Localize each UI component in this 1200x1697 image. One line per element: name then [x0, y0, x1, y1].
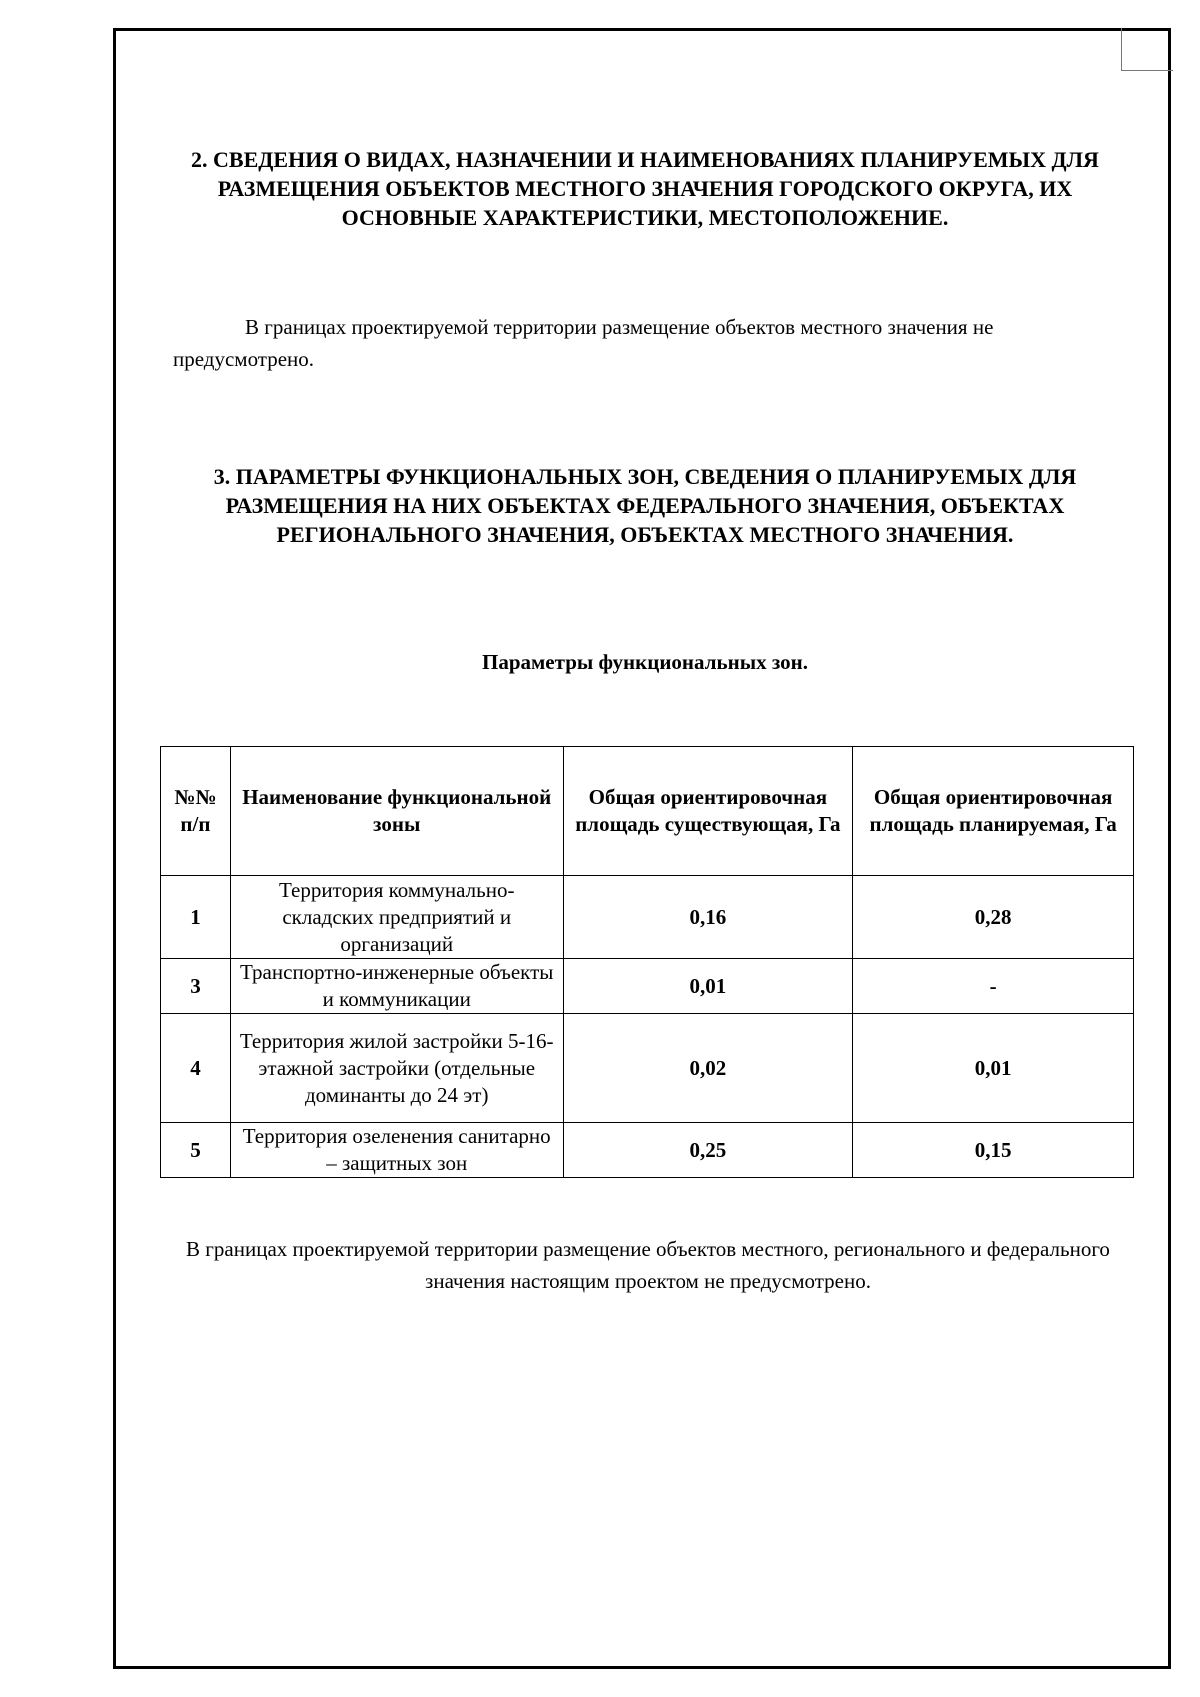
section-2-paragraph [173, 311, 1123, 375]
planned-area: 0,01 [853, 1014, 1134, 1123]
section-3-heading: 3. ПАРАМЕТРЫ ФУНКЦИОНАЛЬНЫХ ЗОН, СВЕДЕНИЯ О ПЛАНИРУЕМЫХ ДЛЯ РАЗМЕЩЕНИЯ НА НИХ ОБЪЕКТАХ ФЕДЕРАЛЬНОГО ЗНАЧЕНИЯ, ОБЪЕКТАХ РЕГИОНАЛЬНОГО ЗНАЧЕНИЯ, ОБЪЕКТАХ МЕСТНОГО ЗНАЧЕНИЯ. [213, 464, 1077, 547]
planned-area: 0,15 [853, 1123, 1134, 1178]
existing-area: 0,16 [563, 876, 853, 959]
zone-name: Территория жилой застройки 5-16-этажной застройки (отдельные доминанты до 24 эт) [230, 1014, 563, 1123]
row-number: 5 [161, 1123, 231, 1178]
existing-area: 0,01 [563, 959, 853, 1014]
section-2-heading: 2. СВЕДЕНИЯ О ВИДАХ, НАЗНАЧЕНИИ И НАИМЕНОВАНИЯХ ПЛАНИРУЕМЫХ ДЛЯ РАЗМЕЩЕНИЯ ОБЪЕКТОВ МЕСТНОГО ЗНАЧЕНИЯ ГОРОДСКОГО ОКРУГА, ИХ ОСНОВНЫЕ ХАРАКТЕРИСТИКИ, МЕСТОПОЛОЖЕНИЕ. [191, 147, 1099, 230]
row-number: 4 [161, 1014, 231, 1123]
table-row [161, 1123, 1134, 1178]
header-zone-name: Наименование функциональной зоны [230, 747, 563, 876]
header-planned-area: Общая ориентировочная площадь планируемая, Га [853, 747, 1134, 876]
table-row [161, 876, 1134, 959]
section-3-paragraph: В границах проектируемой территории размещение объектов местного, регионального и федерального значения настоящим проектом не предусмотрено. [186, 1237, 1110, 1293]
header-number: №№ п/п [161, 747, 231, 876]
corner-stamp-box [1121, 28, 1173, 71]
zone-name: Транспортно-инженерные объекты и коммуникации [230, 959, 563, 1014]
zone-name: Территория озеленения санитарно – защитных зон [230, 1123, 563, 1178]
table-row [161, 959, 1134, 1014]
table-row [161, 1014, 1134, 1123]
functional-zones-table [160, 746, 1134, 1178]
section-2-paragraph-text: В границах проектируемой территории размещение объектов местного значения не предусмотрено. [173, 315, 994, 371]
planned-area: 0,28 [853, 876, 1134, 959]
zone-name: Территория коммунально-складских предприятий и организаций [230, 876, 563, 959]
existing-area: 0,25 [563, 1123, 853, 1178]
table-header-row [161, 747, 1134, 876]
existing-area: 0,02 [563, 1014, 853, 1123]
planned-area: - [853, 959, 1134, 1014]
table-title: Параметры функциональных зон. [481, 650, 809, 674]
header-existing-area: Общая ориентировочная площадь существующая, Га [563, 747, 853, 876]
row-number: 3 [161, 959, 231, 1014]
row-number: 1 [161, 876, 231, 959]
